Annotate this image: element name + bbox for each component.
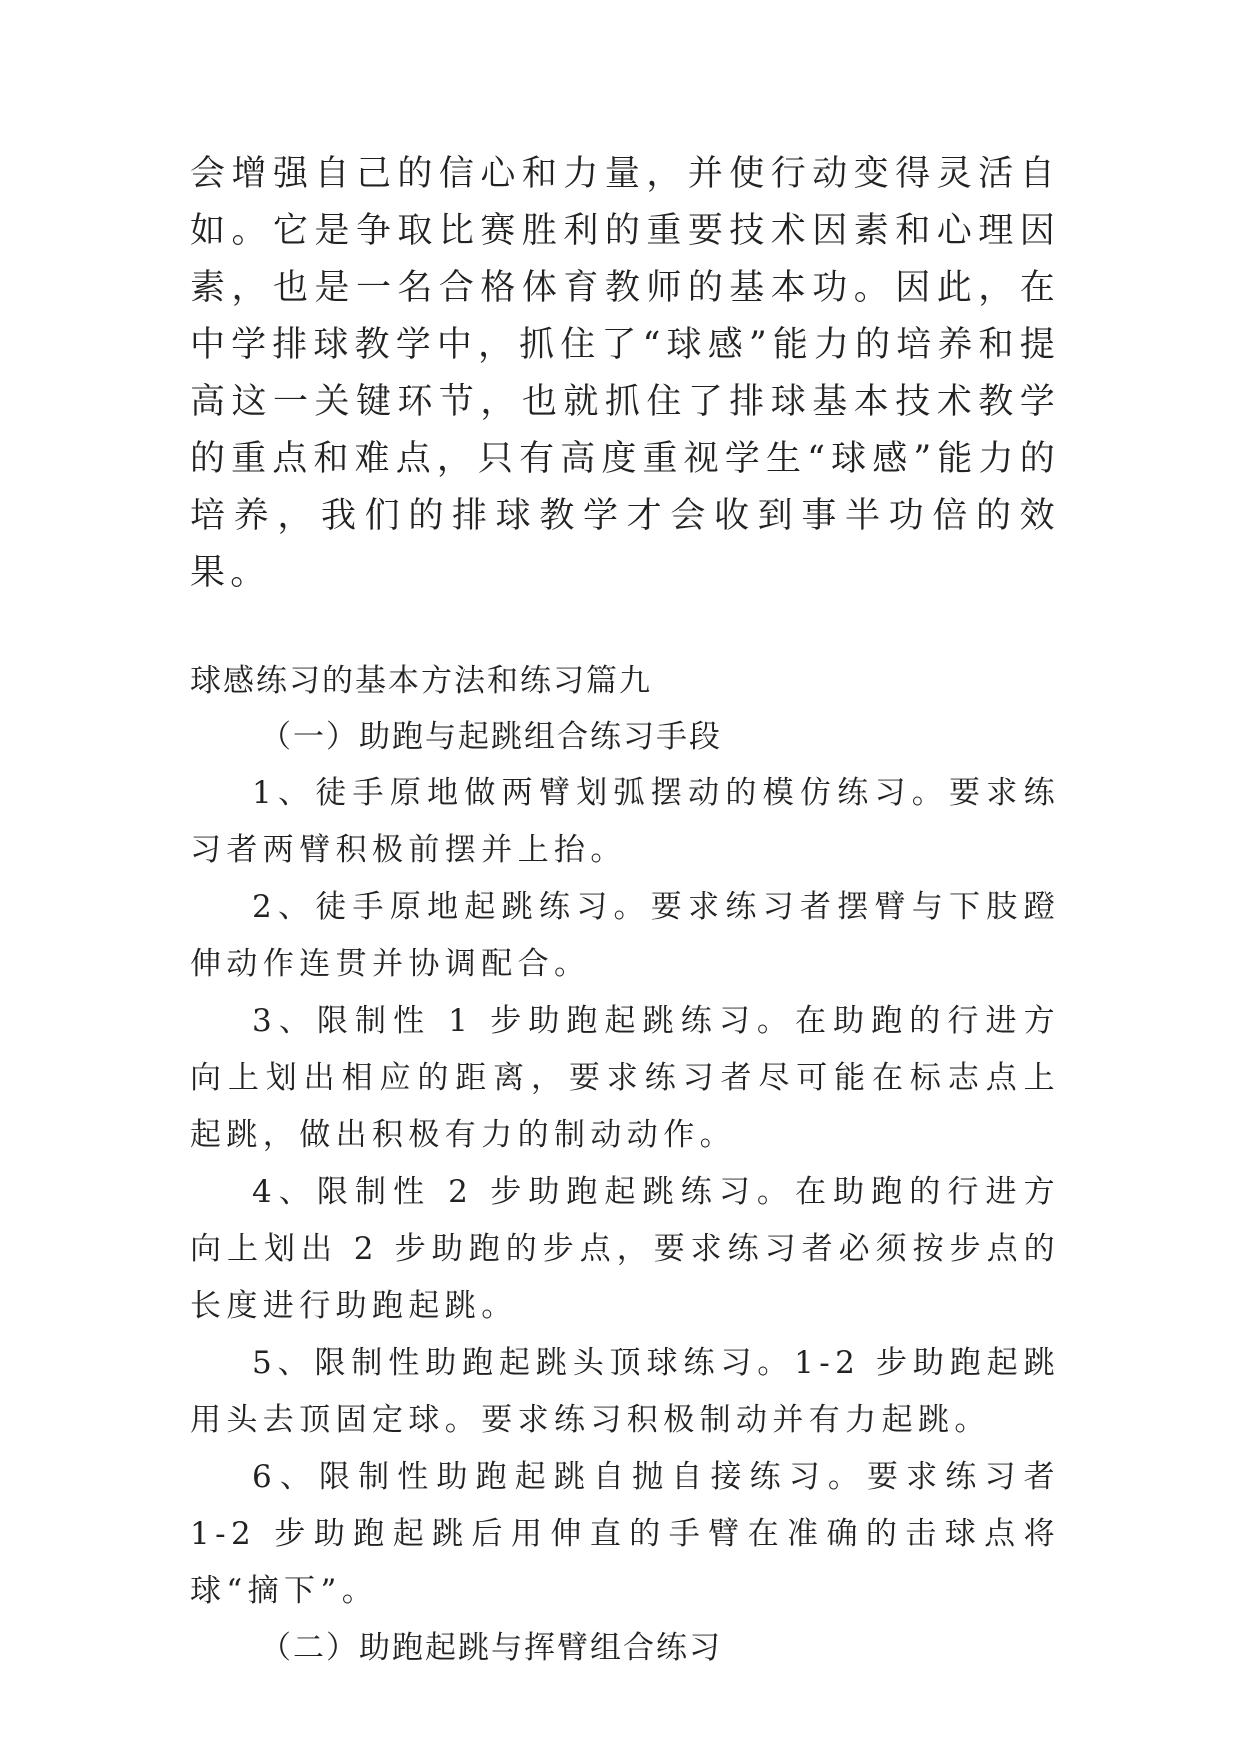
list-item: 6、限制性助跑起跳自抛自接练习。要求练习者 1-2 步助跑起跳后用伸直的手臂在准确的击球点将球“摘下”。 (190, 1459, 1060, 1609)
list-item: 5、限制性助跑起跳头顶球练习。1-2 步助跑起跳用头去顶固定球。要求练习积极制动并有力起跳。 (190, 1345, 1060, 1438)
intro-paragraph: 会增强自己的信心和力量，并使行动变得灵活自如。它是争取比赛胜利的重要技术因素和心理因素，也是一名合格体育教师的基本功。因此，在中学排球教学中，抓住了“球感”能力的培养和提高这一关键环节，也就抓住了排球基本技术教学的重点和难点，只有高度重视学生“球感”能力的培养，我们的排球教学才会收到事半功倍的效果。 (190, 154, 1060, 593)
list-item: 1、徒手原地做两臂划弧摆动的模仿练习。要求练习者两臂积极前摆并上抬。 (190, 775, 1060, 868)
sub-heading-1: （一）助跑与起跳组合练习手段 (260, 719, 722, 755)
list-item: 2、徒手原地起跳练习。要求练习者摆臂与下肢蹬伸动作连贯并协调配合。 (190, 889, 1060, 982)
section-title: 球感练习的基本方法和练习篇九 (190, 663, 652, 699)
list-item: 3、限制性 1 步助跑起跳练习。在助跑的行进方向上划出相应的距离，要求练习者尽可能在标志点上起跳，做出积极有力的制动动作。 (190, 1003, 1060, 1153)
document-page (190, 146, 1060, 1676)
list-item: 4、限制性 2 步助跑起跳练习。在助跑的行进方向上划出 2 步助跑的步点，要求练习者必须按步点的长度进行助跑起跳。 (190, 1174, 1060, 1324)
sub-heading-2: （二）助跑起跳与挥臂组合练习 (260, 1630, 722, 1666)
